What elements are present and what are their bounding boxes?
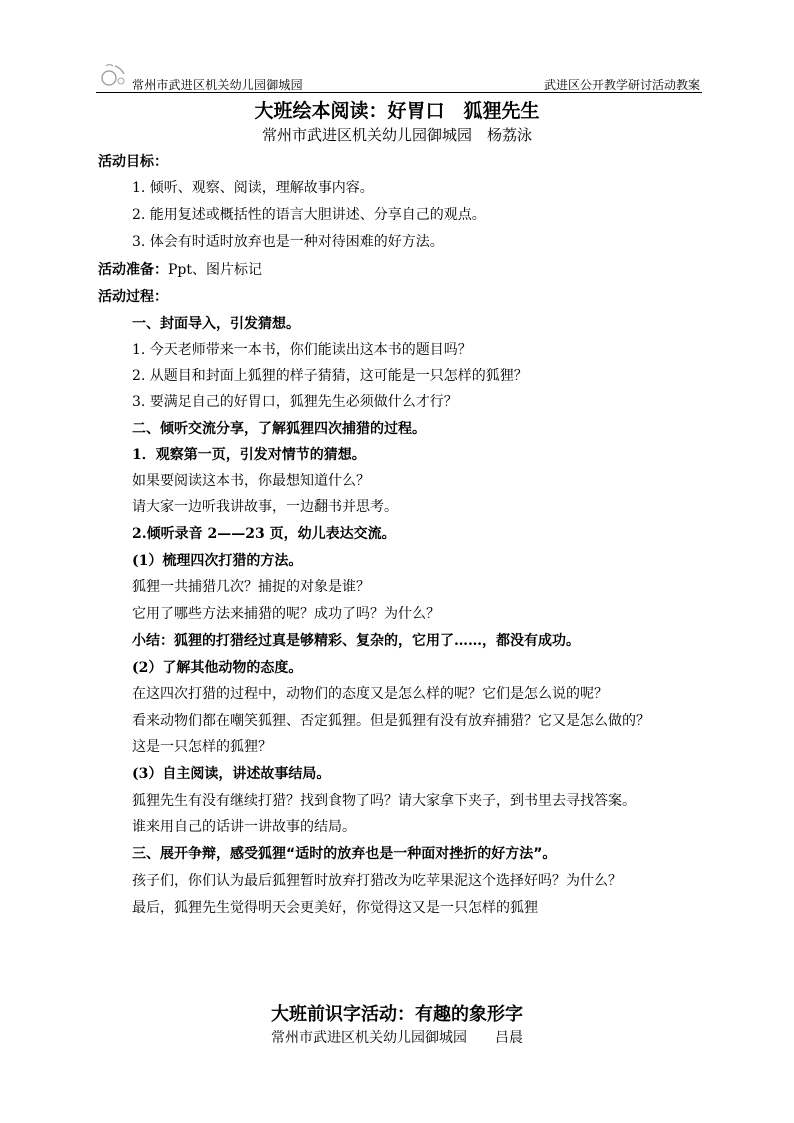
lesson-title: 大班绘本阅读：好胃口 狐狸先生 (254, 100, 540, 122)
part2-heading: 二、倾听交流分享，了解狐狸四次捕猎的过程。 (132, 421, 426, 437)
prep-heading: 活动准备： (98, 262, 168, 278)
sub2-heading: (2）了解其他动物的态度。 (132, 660, 303, 676)
sub3-heading: (3）自主阅读，讲述故事结局。 (132, 766, 331, 782)
part1-item: 3. 要满足自己的好胃口，狐狸先生必须做什么才行？ (132, 394, 458, 410)
header-divider (96, 92, 702, 93)
part1-item: 1. 今天老师带来一本书，你们能读出这本书的题目吗？ (132, 342, 472, 358)
sub2-line: 这是一只怎样的狐狸？ (132, 739, 272, 755)
header-doc-type: 武进区公开教学研讨活动教案 (543, 78, 700, 92)
part3-line: 孩子们，你们认为最后狐狸暂时放弃打猎改为吃苹果泥这个选择好吗？为什么？ (132, 873, 622, 889)
goal-item: 2. 能用复述或概括性的语言大胆讲述、分享自己的观点。 (132, 207, 486, 223)
header-school-name: 常州市武进区机关幼儿园御城园 (132, 78, 303, 92)
goals-heading: 活动目标： (98, 154, 168, 170)
school-logo-icon (98, 60, 132, 90)
part3-line: 最后，狐狸先生觉得明天会更美好，你觉得这又是一只怎样的狐狸 (132, 900, 538, 916)
sub3-line: 谁来用自己的话讲一讲故事的结局。 (132, 819, 356, 835)
summary-line: 小结：狐狸的打猎经过真是够精彩、复杂的，它用了……，都没有成功。 (132, 633, 580, 649)
part2-step1-line: 如果要阅读这本书，你最想知道什么？ (132, 473, 370, 489)
goal-item: 1. 倾听、观察、阅读，理解故事内容。 (132, 180, 374, 196)
part1-heading: 一、封面导入，引发猜想。 (132, 316, 300, 332)
sub2-line: 看来动物们都在嘲笑狐狸、否定狐狸。但是狐狸有没有放弃捕猎？它又是怎么做的？ (132, 713, 650, 729)
sub1-line: 它用了哪些方法来捕猎的呢？成功了吗？为什么？ (132, 606, 440, 622)
part1-item: 2. 从题目和封面上狐狸的样子猜猜，这可能是一只怎样的狐狸？ (132, 368, 528, 384)
sub3-line: 狐狸先生有没有继续打猎？找到食物了吗？请大家拿下夹子，到书里去寻找答案。 (132, 793, 636, 809)
prep-text: Ppt、图片标记 (168, 262, 263, 278)
part3-heading: 三、展开争辩，感受狐狸“适时的放弃也是一种面对挫折的好方法”。 (132, 846, 557, 862)
sub1-heading: (1）梳理四次打猎的方法。 (132, 553, 303, 569)
part2-step1-heading: 1．观察第一页，引发对情节的猜想。 (132, 447, 366, 463)
process-heading: 活动过程： (98, 289, 168, 305)
part2-step1-line: 请大家一边听我讲故事，一边翻书并思考。 (132, 499, 398, 515)
sub2-line: 在这四次打猎的过程中，动物们的态度又是怎么样的呢？它们是怎么说的呢？ (132, 686, 608, 702)
page-header (96, 60, 702, 94)
part2-step2-heading: 2.倾听录音 2——23 页，幼儿表达交流。 (132, 526, 396, 542)
goal-item: 3. 体会有时适时放弃也是一种对待困难的好方法。 (132, 234, 444, 250)
lesson-author: 常州市武进区机关幼儿园御城园 杨荔泳 (261, 126, 532, 144)
lesson2-author: 常州市武进区机关幼儿园御城园 吕晨 (271, 1030, 523, 1046)
sub1-line: 狐狸一共捕猎几次？捕捉的对象是谁？ (132, 579, 370, 595)
lesson2-title: 大班前识字活动：有趣的象形字 (271, 1004, 523, 1025)
prep-line (98, 260, 262, 280)
